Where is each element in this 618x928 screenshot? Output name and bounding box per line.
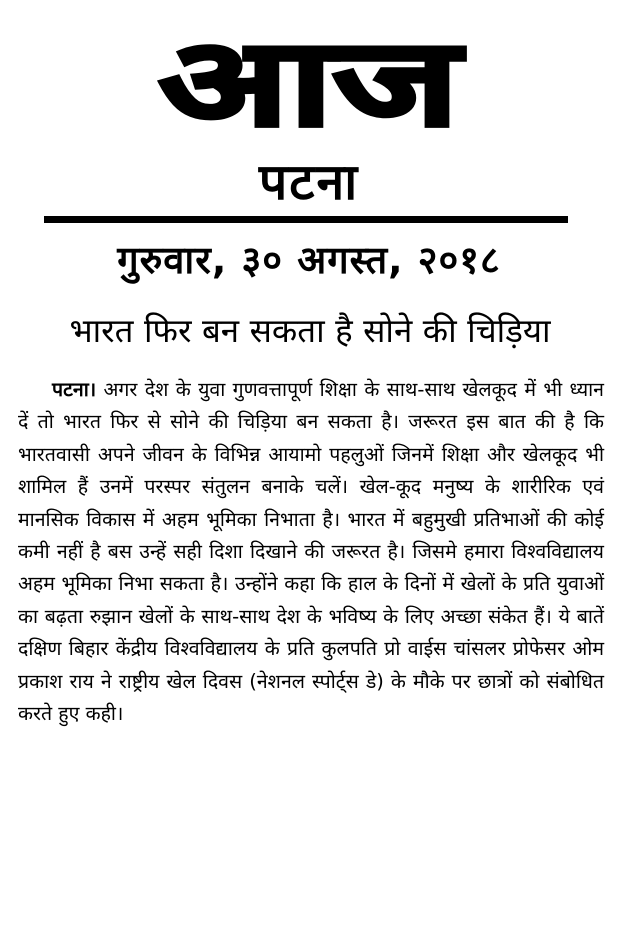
article-body	[18, 374, 604, 730]
article-text: अगर देश के युवा गुणवत्तापूर्ण शिक्षा के साथ-साथ खेलकूद में भी ध्यान दें तो भारत फिर से सोने की चिड़िया बन सकता है। जरूरत इस बात की है कि भारतवासी अपने जीवन के विभिन्न आयामो पहलुओं जिनमें शिक्षा और खेलकूद भी शामिल हैं उनमें परस्पर संतुलन बनाके चलें। खेल-कूद मनुष्य के शारीरिक एवं मानसिक विकास में अहम भूमिका निभाता है। भारत में बहुमुखी प्रतिभाओं की कोई कमी नहीं है बस उन्हें सही दिशा दिखाने की जरूरत है। जिसमे हमारा विश्वविद्यालय अहम भूमिका निभा सकता है। उन्होंने कहा कि हाल के दिनों में खेलों के प्रति युवाओं का बढ़ता रुझान खेलों के साथ-साथ देश के भविष्य के लिए अच्छा संकेत हैं। ये बातें दक्षिण बिहार केंद्रीय विश्वविद्यालय के प्रति कुलपति प्रो वाईस चांसलर प्रोफेसर ओम प्रकाश राय ने राष्ट्रीय खेल दिवस (नेशनल स्पोर्ट्स डे) के मौके पर छात्रों को संबोधित करते हुए कही।	[18, 378, 604, 726]
dateline: गुरुवार, ३० अगस्त, २०१८	[117, 238, 501, 282]
masthead-divider	[44, 216, 568, 223]
edition-city: पटना	[258, 153, 360, 211]
newspaper-logo	[0, 6, 618, 156]
newspaper-logo-wordmark: आज	[159, 14, 465, 153]
article-headline: भारत फिर बन सकता है सोने की चिड़िया	[69, 311, 551, 350]
article-lead: पटना।	[52, 378, 97, 401]
